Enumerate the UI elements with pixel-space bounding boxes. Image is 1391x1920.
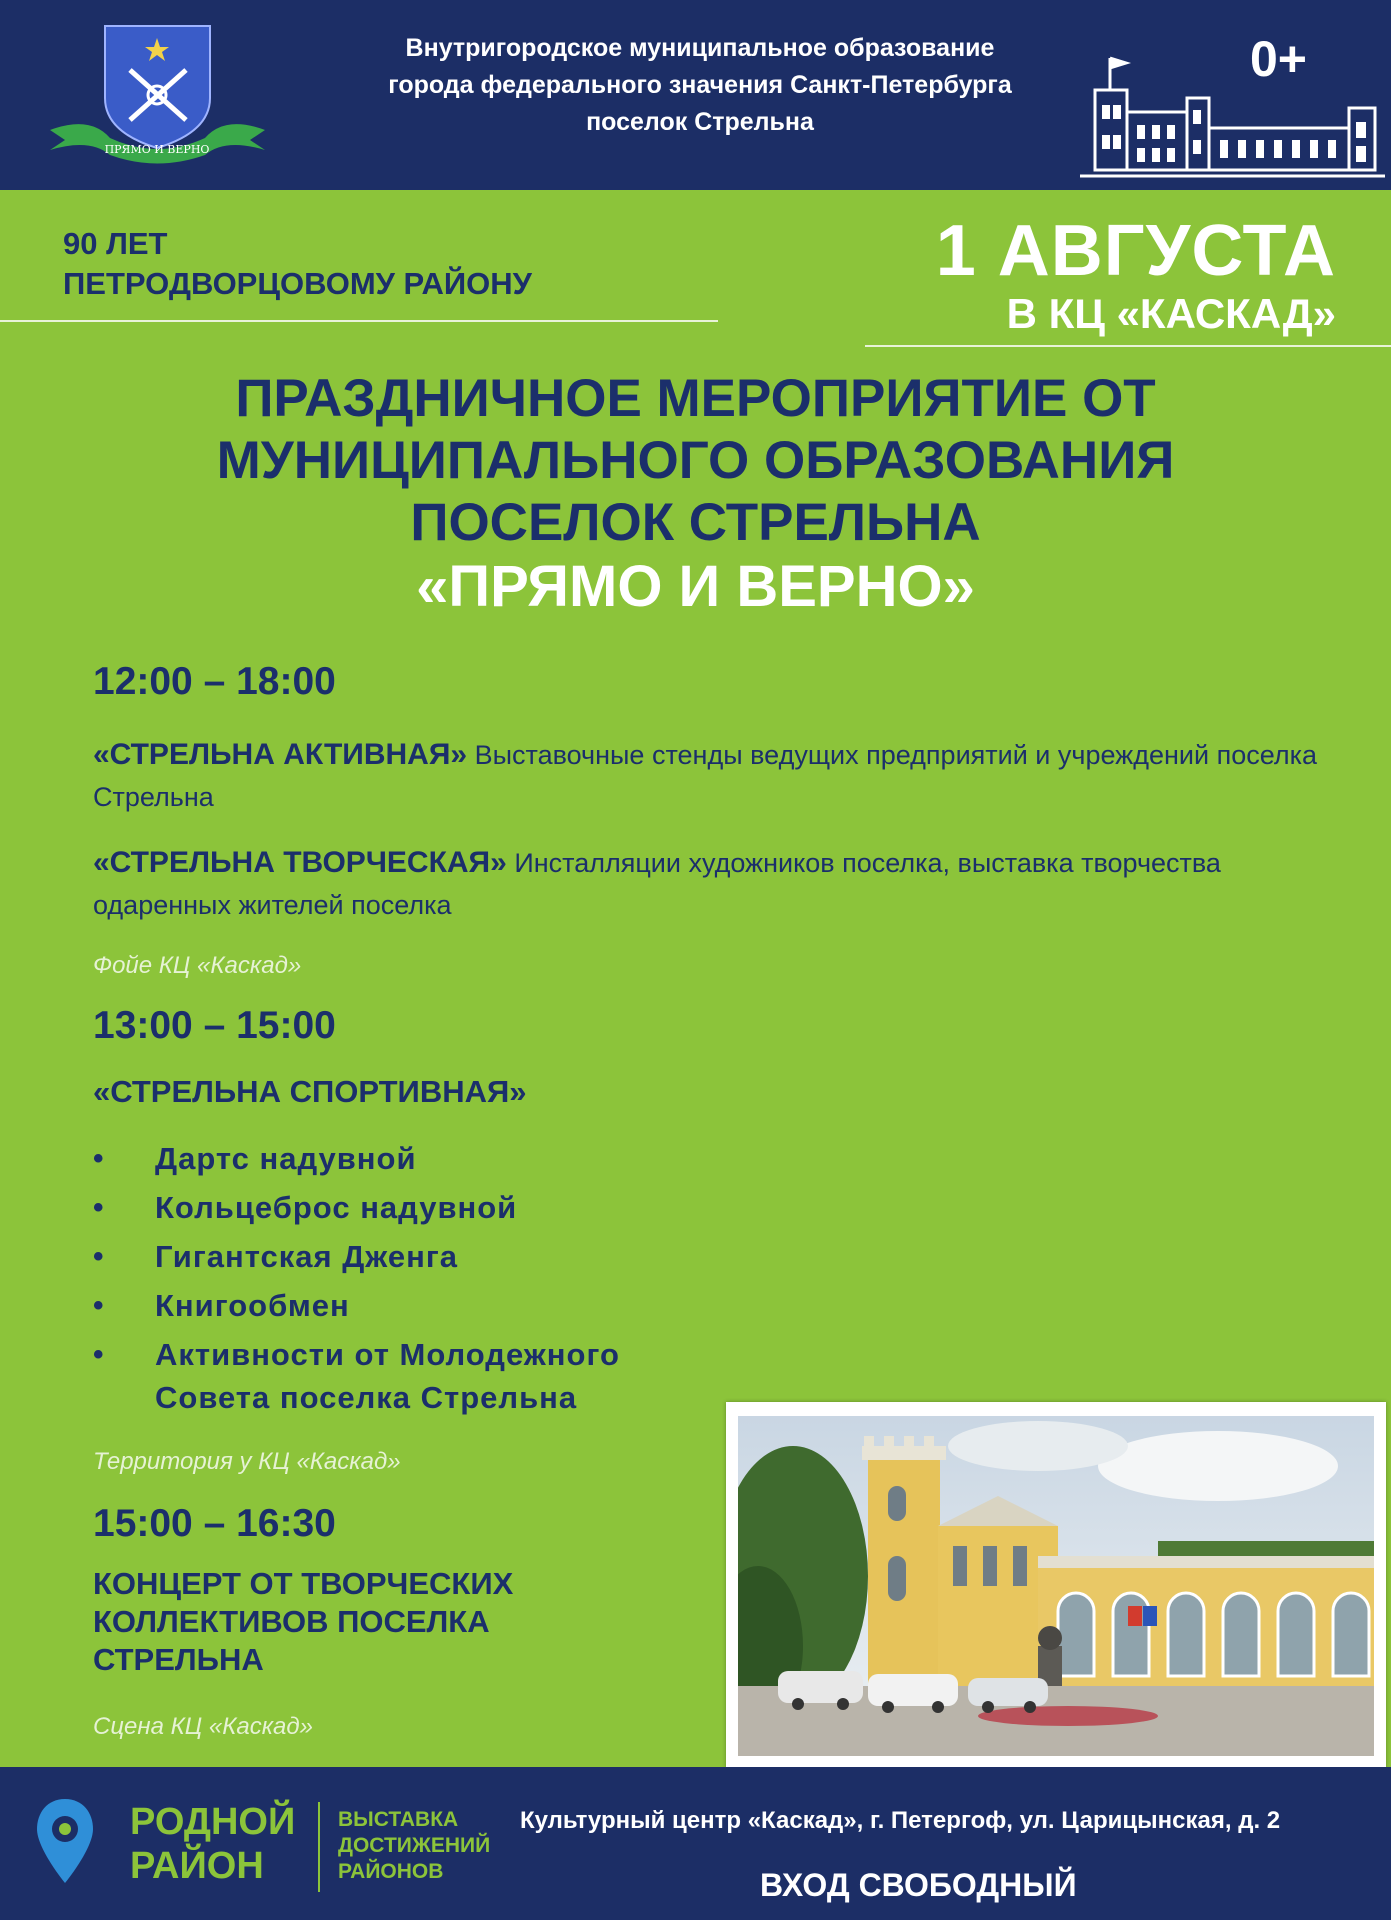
age-rating-badge: 0+ — [1250, 31, 1308, 87]
list-item: • Кольцеброс надувной — [93, 1183, 620, 1232]
brand-line: РАЙОН — [130, 1845, 264, 1887]
program-item-creative — [93, 842, 1353, 926]
program-item-desc: Инсталляции художников поселка, выставка творчества одаренных жителей поселка — [93, 848, 1221, 920]
slot2-time: 13:00 – 15:00 — [93, 1004, 336, 1047]
brand-logo-text — [130, 1800, 295, 1888]
anniversary-label — [63, 224, 532, 304]
brand-tagline-line: РАЙОНОВ — [338, 1860, 444, 1883]
list-item: • Активности от Молодежного — [93, 1330, 620, 1379]
program-item-name: «СТРЕЛЬНА ТВОРЧЕСКАЯ» — [93, 846, 507, 879]
event-title — [0, 368, 1391, 620]
event-slogan: «ПРЯМО И ВЕРНО» — [416, 554, 975, 619]
slot1-time: 12:00 – 18:00 — [93, 660, 336, 703]
anniversary-line: ПЕТРОДВОРЦОВОМУ РАЙОНУ — [63, 266, 532, 301]
list-item: • Дартс надувной — [93, 1134, 620, 1183]
slot2-heading: «СТРЕЛЬНА СПОРТИВНАЯ» — [93, 1074, 527, 1109]
concert-title-line: КОЛЛЕКТИВОВ ПОСЕЛКА — [93, 1604, 490, 1639]
divider — [0, 320, 718, 322]
concert-title — [93, 1565, 513, 1679]
footer-bar — [0, 1767, 1391, 1920]
event-title-line: ПОСЕЛОК СТРЕЛЬНА — [410, 493, 981, 552]
event-venue: В КЦ «КАСКАД» — [1006, 290, 1336, 337]
event-date: 1 АВГУСТА — [935, 211, 1336, 291]
sport-activities-list — [93, 1134, 620, 1379]
municipality-title-line: города федерального значения Санкт-Петербурга — [388, 71, 1012, 99]
municipality-title — [300, 30, 1100, 141]
coat-of-arms-icon — [50, 20, 265, 170]
brand-tagline-line: ВЫСТАВКА — [338, 1808, 459, 1831]
program-item-desc: Выставочные стенды ведущих предприятий и учреждений поселка Стрельна — [93, 740, 1318, 812]
brand-line: РОДНОЙ — [130, 1801, 296, 1843]
slot2-place: Территория у КЦ «Каскад» — [93, 1448, 401, 1475]
venue-address: Культурный центр «Каскад», г. Петергоф, ул. Царицынская, д. 2 — [520, 1807, 1281, 1834]
brand-tagline-line: ДОСТИЖЕНИЙ — [338, 1834, 491, 1857]
municipality-title-line: поселок Стрельна — [586, 108, 814, 136]
slot3-place: Сцена КЦ «Каскад» — [93, 1713, 314, 1740]
header-bar — [0, 0, 1391, 190]
emblem-ribbon-text: ПРЯМО И ВЕРНО — [104, 143, 210, 156]
program-item-name: «СТРЕЛЬНА АКТИВНАЯ» — [93, 738, 468, 771]
brand-tagline — [338, 1807, 490, 1885]
list-item: • Книгообмен — [93, 1281, 620, 1330]
map-pin-icon — [35, 1797, 95, 1887]
venue-photo — [738, 1416, 1374, 1756]
municipality-title-line: Внутригородское муниципальное образование — [405, 34, 995, 62]
list-item-continuation: Совета поселка Стрельна — [155, 1380, 578, 1415]
event-title-line: МУНИЦИПАЛЬНОГО ОБРАЗОВАНИЯ — [216, 431, 1175, 490]
divider — [865, 345, 1391, 347]
divider — [318, 1802, 320, 1892]
concert-title-line: КОНЦЕРТ ОТ ТВОРЧЕСКИХ — [93, 1566, 514, 1601]
free-entry-label: ВХОД СВОБОДНЫЙ — [760, 1867, 1077, 1903]
event-title-line: ПРАЗДНИЧНОЕ МЕРОПРИЯТИЕ ОТ — [235, 369, 1156, 428]
palace-silhouette-icon — [1080, 50, 1385, 190]
anniversary-line: 90 ЛЕТ — [63, 226, 168, 261]
slot1-place: Фойе КЦ «Каскад» — [93, 952, 302, 979]
list-item: • Гигантская Дженга — [93, 1232, 620, 1281]
venue-photo-frame — [726, 1402, 1386, 1768]
slot3-time: 15:00 – 16:30 — [93, 1502, 336, 1545]
program-item-active — [93, 734, 1353, 818]
concert-title-line: СТРЕЛЬНА — [93, 1642, 264, 1677]
